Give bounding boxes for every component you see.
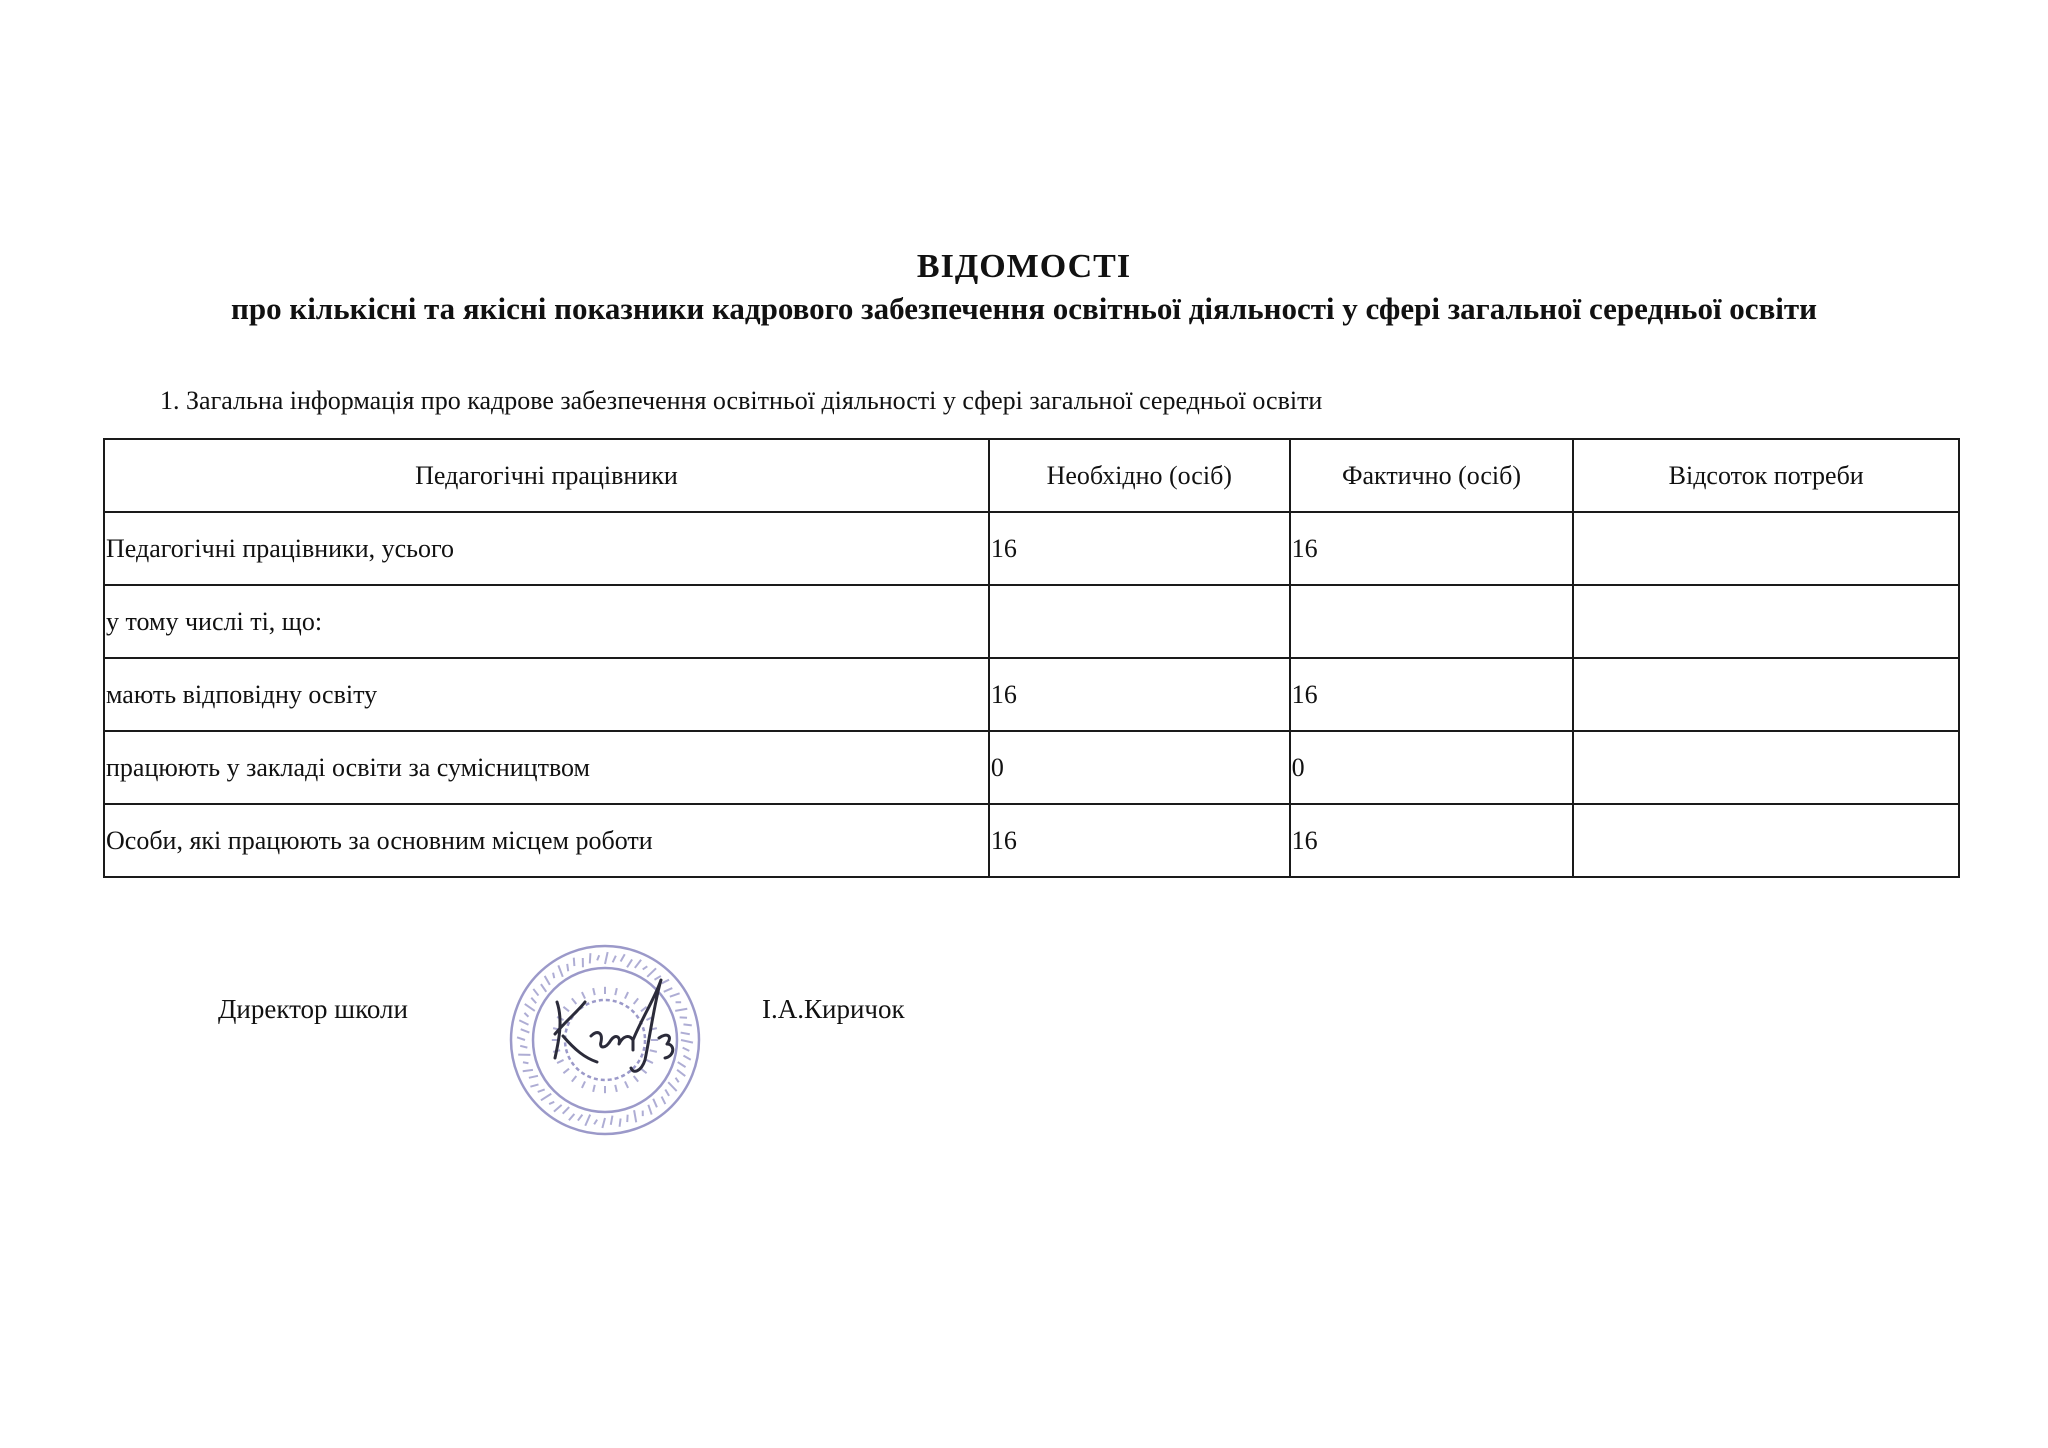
staffing-table <box>103 438 1960 878</box>
row-label: працюють у закладі освіти за сумісництвом <box>104 731 989 804</box>
cell-required: 16 <box>989 512 1290 585</box>
table-header-row <box>104 439 1959 512</box>
table-row <box>104 512 1959 585</box>
row-label: Педагогічні працівники, усього <box>104 512 989 585</box>
table-row <box>104 804 1959 877</box>
row-label: Особи, які працюють за основним місцем роботи <box>104 804 989 877</box>
table-row <box>104 731 1959 804</box>
header-required: Необхідно (осіб) <box>989 439 1290 512</box>
cell-required <box>989 585 1290 658</box>
cell-actual: 16 <box>1290 512 1574 585</box>
section-caption: 1. Загальна інформація про кадрове забезпечення освітньої діяльності у сфері загальної середньої освіти <box>160 386 1323 415</box>
cell-actual: 0 <box>1290 731 1574 804</box>
cell-actual <box>1290 585 1574 658</box>
cell-need-percent <box>1573 585 1959 658</box>
cell-need-percent <box>1573 658 1959 731</box>
handwritten-signature-icon <box>555 980 673 1071</box>
header-need-percent: Відсоток потреби <box>1573 439 1959 512</box>
signature-block <box>0 940 2048 1150</box>
cell-need-percent <box>1573 804 1959 877</box>
cell-required: 0 <box>989 731 1290 804</box>
cell-actual: 16 <box>1290 658 1574 731</box>
cell-need-percent <box>1573 512 1959 585</box>
cell-need-percent <box>1573 731 1959 804</box>
cell-required: 16 <box>989 804 1290 877</box>
table-row <box>104 658 1959 731</box>
header-staff: Педагогічні працівники <box>104 439 989 512</box>
header-actual: Фактично (осіб) <box>1290 439 1574 512</box>
signer-name: І.А.Киричок <box>762 994 905 1024</box>
signer-role: Директор школи <box>218 994 408 1024</box>
official-stamp-icon <box>505 940 705 1140</box>
table-row <box>104 585 1959 658</box>
document-title: ВІДОМОСТІ <box>916 248 1132 285</box>
row-label: мають відповідну освіту <box>104 658 989 731</box>
row-label: у тому числі ті, що: <box>104 585 989 658</box>
cell-required: 16 <box>989 658 1290 731</box>
document-subtitle: про кількісні та якісні показники кадрового забезпечення освітньої діяльності у сфері загальної середньої освіти <box>230 291 1818 326</box>
cell-actual: 16 <box>1290 804 1574 877</box>
